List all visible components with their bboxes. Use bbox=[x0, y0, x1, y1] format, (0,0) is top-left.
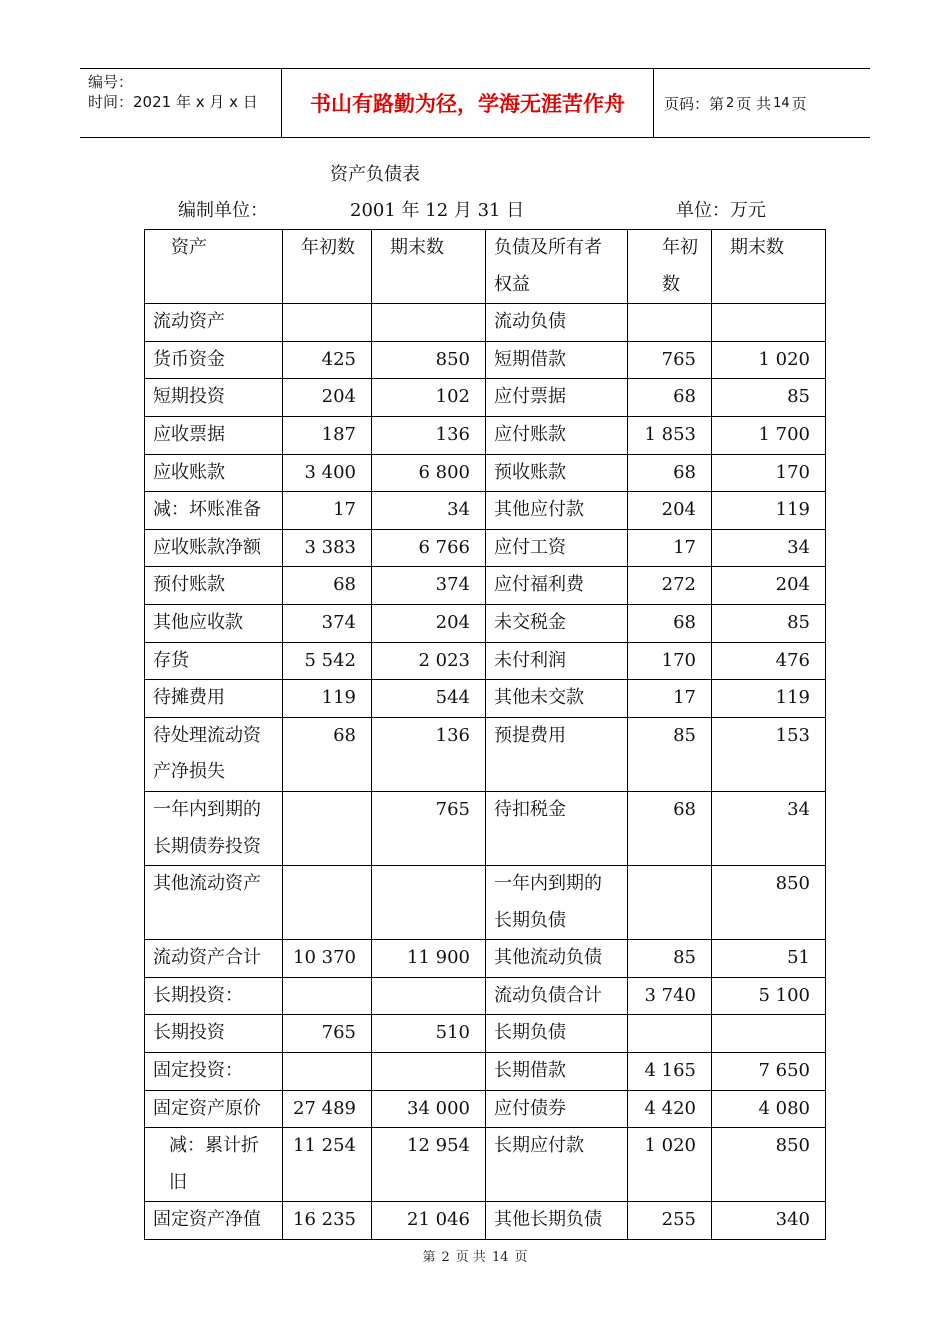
amount-cell bbox=[372, 866, 486, 940]
amount-cell: 765 bbox=[283, 1015, 372, 1053]
amount-cell: 170 bbox=[628, 642, 712, 680]
page-mid: 页 共 bbox=[736, 94, 772, 113]
amount-cell: 153 bbox=[712, 717, 826, 791]
amount-cell: 1 700 bbox=[712, 416, 826, 454]
table-row bbox=[145, 304, 826, 342]
amount-cell: 4 080 bbox=[712, 1090, 826, 1128]
page-total: 14 bbox=[773, 95, 790, 111]
amount-cell: 17 bbox=[283, 492, 372, 530]
table-row bbox=[145, 642, 826, 680]
item-cell: 应付票据 bbox=[486, 379, 628, 417]
amount-cell: 68 bbox=[628, 604, 712, 642]
table-row bbox=[145, 1128, 826, 1202]
amount-cell: 136 bbox=[372, 416, 486, 454]
item-cell: 长期应付款 bbox=[486, 1128, 628, 1202]
amount-cell: 510 bbox=[372, 1015, 486, 1053]
table-row bbox=[145, 379, 826, 417]
item-cell: 其他流动负债 bbox=[486, 940, 628, 978]
amount-cell: 1 020 bbox=[628, 1128, 712, 1202]
amount-cell: 1 853 bbox=[628, 416, 712, 454]
amount-cell: 10 370 bbox=[283, 940, 372, 978]
amount-cell: 16 235 bbox=[283, 1202, 372, 1240]
amount-cell: 2 023 bbox=[372, 642, 486, 680]
amount-cell: 85 bbox=[628, 717, 712, 791]
column-header: 年初数 bbox=[628, 230, 712, 304]
amount-cell: 21 046 bbox=[372, 1202, 486, 1240]
compiler-label: 编制单位： bbox=[178, 200, 268, 221]
item-cell: 应付账款 bbox=[486, 416, 628, 454]
item-cell: 其他应收款 bbox=[145, 604, 283, 642]
amount-cell: 3 383 bbox=[283, 529, 372, 567]
amount-cell: 34 bbox=[712, 529, 826, 567]
amount-cell: 476 bbox=[712, 642, 826, 680]
item-cell: 流动负债合计 bbox=[486, 977, 628, 1015]
amount-cell: 5 542 bbox=[283, 642, 372, 680]
table-header-row bbox=[145, 230, 826, 304]
table-row bbox=[145, 940, 826, 978]
amount-cell: 850 bbox=[712, 866, 826, 940]
amount-cell: 374 bbox=[283, 604, 372, 642]
table-row bbox=[145, 1053, 826, 1091]
amount-cell: 68 bbox=[283, 717, 372, 791]
amount-cell: 544 bbox=[372, 680, 486, 718]
amount-cell: 85 bbox=[712, 604, 826, 642]
amount-cell: 68 bbox=[628, 791, 712, 865]
table-row bbox=[145, 567, 826, 605]
amount-cell: 136 bbox=[372, 717, 486, 791]
amount-cell: 85 bbox=[712, 379, 826, 417]
amount-cell bbox=[372, 1053, 486, 1091]
table-row bbox=[145, 492, 826, 530]
table-row bbox=[145, 341, 826, 379]
amount-cell: 765 bbox=[628, 341, 712, 379]
header-page-number bbox=[654, 69, 870, 137]
amount-cell bbox=[372, 304, 486, 342]
amount-cell: 850 bbox=[712, 1128, 826, 1202]
amount-cell: 204 bbox=[283, 379, 372, 417]
item-cell: 短期借款 bbox=[486, 341, 628, 379]
item-cell: 其他未交款 bbox=[486, 680, 628, 718]
item-cell: 待摊费用 bbox=[145, 680, 283, 718]
amount-cell: 102 bbox=[372, 379, 486, 417]
amount-cell: 850 bbox=[372, 341, 486, 379]
amount-cell: 68 bbox=[628, 454, 712, 492]
amount-cell: 3 740 bbox=[628, 977, 712, 1015]
amount-cell bbox=[372, 977, 486, 1015]
item-cell: 应付工资 bbox=[486, 529, 628, 567]
footer-current: 2 bbox=[441, 1250, 450, 1265]
column-header: 负债及所有者权益 bbox=[486, 230, 628, 304]
item-cell: 长期负债 bbox=[486, 1015, 628, 1053]
item-cell: 流动资产 bbox=[145, 304, 283, 342]
item-cell: 货币资金 bbox=[145, 341, 283, 379]
footer-mid: 页 共 bbox=[455, 1250, 486, 1265]
table-row bbox=[145, 416, 826, 454]
amount-cell: 4 420 bbox=[628, 1090, 712, 1128]
table-row bbox=[145, 717, 826, 791]
item-cell: 待处理流动资产净损失 bbox=[145, 717, 283, 791]
amount-cell: 6 766 bbox=[372, 529, 486, 567]
item-cell: 固定资产净值 bbox=[145, 1202, 283, 1240]
unit-label: 单位：万元 bbox=[676, 200, 766, 221]
item-cell: 减：累计折旧 bbox=[145, 1128, 283, 1202]
item-cell: 长期投资 bbox=[145, 1015, 283, 1053]
item-cell: 未付利润 bbox=[486, 642, 628, 680]
column-header: 期末数 bbox=[372, 230, 486, 304]
item-cell: 固定投资： bbox=[145, 1053, 283, 1091]
amount-cell bbox=[283, 1053, 372, 1091]
amount-cell: 27 489 bbox=[283, 1090, 372, 1128]
amount-cell: 7 650 bbox=[712, 1053, 826, 1091]
amount-cell: 34 bbox=[712, 791, 826, 865]
item-cell: 其他流动资产 bbox=[145, 866, 283, 940]
table-row bbox=[145, 454, 826, 492]
document-title: 资产负债表 bbox=[330, 164, 420, 185]
amount-cell: 119 bbox=[283, 680, 372, 718]
amount-cell: 204 bbox=[372, 604, 486, 642]
table-row bbox=[145, 529, 826, 567]
amount-cell: 11 254 bbox=[283, 1128, 372, 1202]
amount-cell: 425 bbox=[283, 341, 372, 379]
amount-cell: 12 954 bbox=[372, 1128, 486, 1202]
table-row bbox=[145, 791, 826, 865]
amount-cell: 119 bbox=[712, 492, 826, 530]
item-cell: 应付债券 bbox=[486, 1090, 628, 1128]
column-header: 年初数 bbox=[283, 230, 372, 304]
amount-cell bbox=[712, 1015, 826, 1053]
page-header bbox=[80, 68, 870, 138]
item-cell: 流动负债 bbox=[486, 304, 628, 342]
item-cell: 应收票据 bbox=[145, 416, 283, 454]
item-cell: 预提费用 bbox=[486, 717, 628, 791]
item-cell: 其他应付款 bbox=[486, 492, 628, 530]
table-row bbox=[145, 1202, 826, 1240]
item-cell: 应付福利费 bbox=[486, 567, 628, 605]
amount-cell: 3 400 bbox=[283, 454, 372, 492]
page-prefix: 页码：第 bbox=[664, 94, 725, 113]
item-cell: 一年内到期的长期债券投资 bbox=[145, 791, 283, 865]
column-header: 期末数 bbox=[712, 230, 826, 304]
footer-total: 14 bbox=[491, 1250, 509, 1265]
item-cell: 未交税金 bbox=[486, 604, 628, 642]
amount-cell: 85 bbox=[628, 940, 712, 978]
amount-cell: 34 000 bbox=[372, 1090, 486, 1128]
item-cell: 预付账款 bbox=[145, 567, 283, 605]
amount-cell: 68 bbox=[628, 379, 712, 417]
report-date: 2001 年 12 月 31 日 bbox=[350, 200, 525, 221]
table-row bbox=[145, 604, 826, 642]
time-label: 时间：2021 年 x 月 x 日 bbox=[88, 93, 258, 111]
item-cell: 减：坏账准备 bbox=[145, 492, 283, 530]
footer-prefix: 第 bbox=[422, 1250, 436, 1265]
item-cell: 短期投资 bbox=[145, 379, 283, 417]
item-cell: 长期借款 bbox=[486, 1053, 628, 1091]
serial-label: 编号： bbox=[88, 73, 134, 91]
amount-cell: 272 bbox=[628, 567, 712, 605]
amount-cell bbox=[283, 304, 372, 342]
page-current: 2 bbox=[726, 95, 735, 111]
header-meta bbox=[80, 69, 282, 137]
item-cell: 固定资产原价 bbox=[145, 1090, 283, 1128]
item-cell: 存货 bbox=[145, 642, 283, 680]
amount-cell: 68 bbox=[283, 567, 372, 605]
balance-sheet-body bbox=[145, 230, 826, 1240]
amount-cell: 6 800 bbox=[372, 454, 486, 492]
table-row bbox=[145, 680, 826, 718]
table-row bbox=[145, 977, 826, 1015]
item-cell: 流动资产合计 bbox=[145, 940, 283, 978]
amount-cell bbox=[628, 866, 712, 940]
amount-cell: 340 bbox=[712, 1202, 826, 1240]
amount-cell: 34 bbox=[372, 492, 486, 530]
amount-cell bbox=[283, 977, 372, 1015]
amount-cell bbox=[628, 304, 712, 342]
amount-cell: 187 bbox=[283, 416, 372, 454]
amount-cell: 51 bbox=[712, 940, 826, 978]
item-cell: 长期投资： bbox=[145, 977, 283, 1015]
amount-cell: 11 900 bbox=[372, 940, 486, 978]
item-cell: 应收账款 bbox=[145, 454, 283, 492]
amount-cell: 17 bbox=[628, 680, 712, 718]
amount-cell: 765 bbox=[372, 791, 486, 865]
amount-cell: 1 020 bbox=[712, 341, 826, 379]
amount-cell bbox=[628, 1015, 712, 1053]
footer-suffix: 页 bbox=[514, 1250, 528, 1265]
amount-cell: 119 bbox=[712, 680, 826, 718]
amount-cell: 170 bbox=[712, 454, 826, 492]
item-cell: 其他长期负债 bbox=[486, 1202, 628, 1240]
table-row bbox=[145, 866, 826, 940]
amount-cell: 204 bbox=[712, 567, 826, 605]
amount-cell: 255 bbox=[628, 1202, 712, 1240]
amount-cell bbox=[283, 791, 372, 865]
table-row bbox=[145, 1015, 826, 1053]
amount-cell bbox=[712, 304, 826, 342]
item-cell: 待扣税金 bbox=[486, 791, 628, 865]
page-footer bbox=[0, 1246, 950, 1265]
amount-cell: 204 bbox=[628, 492, 712, 530]
item-cell: 应收账款净额 bbox=[145, 529, 283, 567]
amount-cell: 5 100 bbox=[712, 977, 826, 1015]
item-cell: 一年内到期的长期负债 bbox=[486, 866, 628, 940]
balance-sheet-table bbox=[144, 229, 826, 1240]
table-row bbox=[145, 1090, 826, 1128]
amount-cell bbox=[283, 866, 372, 940]
item-cell: 预收账款 bbox=[486, 454, 628, 492]
amount-cell: 17 bbox=[628, 529, 712, 567]
header-motto: 书山有路勤为径，学海无涯苦作舟 bbox=[282, 69, 654, 137]
column-header: 资产 bbox=[145, 230, 283, 304]
amount-cell: 374 bbox=[372, 567, 486, 605]
amount-cell: 4 165 bbox=[628, 1053, 712, 1091]
page-suffix: 页 bbox=[791, 94, 807, 113]
